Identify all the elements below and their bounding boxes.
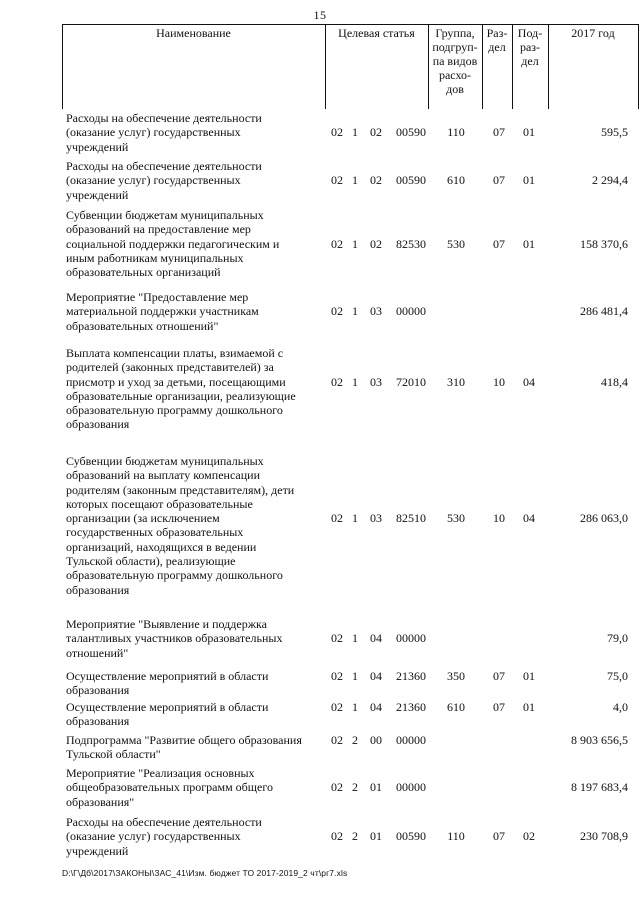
row-name-line: Расходы на обеспечение деятельности [66,815,262,829]
table-row [0,454,640,597]
cell-p3: 03 [370,511,382,526]
table-row [0,669,640,698]
cell-p2: 1 [352,125,358,140]
row-name-line: Субвенции бюджетам муниципальных [66,208,264,222]
row-name [66,346,326,432]
cell-p2: 1 [352,304,358,319]
row-name-line: образований на выплату компенсации [66,468,261,483]
cell-p2: 1 [352,700,358,714]
row-name-line: Осуществление мероприятий в области [66,669,269,683]
row-name-line: учреждений [66,187,129,202]
cell-section: 07 [493,829,505,844]
cell-amount: 8 903 656,5 [571,733,628,747]
row-name [66,815,326,858]
cell-amount: 286 063,0 [580,511,628,526]
cell-p4: 00000 [396,304,426,319]
cell-p1: 02 [331,733,343,747]
header-name: Наименование [156,26,231,40]
cell-p2: 1 [352,374,358,389]
table-row [0,208,640,280]
cell-amount: 286 481,4 [580,304,628,319]
cell-p4: 82530 [396,236,426,251]
cell-group: 110 [447,829,465,844]
row-name-line: родителям (законным представителям), дети [66,482,295,497]
cell-group: 310 [447,374,465,389]
header-section: Раз- дел [486,26,508,54]
header-year: 2017 год [571,26,615,40]
cell-p4: 82510 [396,511,426,526]
row-name-line: Тульской области" [66,747,161,762]
cell-amount: 2 294,4 [592,173,628,188]
cell-p4: 72010 [396,374,426,389]
row-name-line: Мероприятие "Выявление и поддержка [66,617,267,631]
cell-p3: 04 [370,669,382,683]
row-name-line: образования" [66,794,135,809]
cell-p1: 02 [331,304,343,319]
row-name-line: социальной поддержки педагогическим и [66,236,280,251]
row-name [66,454,326,597]
cell-p3: 02 [370,236,382,251]
cell-p4: 00000 [396,631,426,646]
cell-p2: 2 [352,780,358,795]
row-name-line: Мероприятие "Предоставление мер [66,290,249,304]
row-name-line: Расходы на обеспечение деятельности [66,111,262,125]
cell-p2: 1 [352,173,358,188]
cell-p4: 21360 [396,700,426,714]
row-name [66,159,326,202]
cell-p1: 02 [331,374,343,389]
cell-amount: 158 370,6 [580,236,628,251]
row-name-line: образования [66,714,130,729]
cell-p1: 02 [331,780,343,795]
cell-p3: 01 [370,829,382,844]
file-path-footer: D:\Г\Дб\2017\ЗАКОНЫ\ЗАС_41\Изм. бюджет ТО 2017-2019_2 чт\рг7.xls [62,868,348,878]
cell-p3: 03 [370,374,382,389]
cell-subsection: 02 [523,829,535,844]
cell-group: 350 [447,669,465,683]
cell-group: 610 [447,700,465,714]
row-name-line: образования [66,582,130,597]
row-name-line: (оказание услуг) государственных [66,125,241,140]
row-name-line: присмотр и уход за детьми, посещающими [66,374,286,389]
row-name-line: общеобразовательных программ общего [66,780,273,795]
row-name [66,617,326,660]
cell-p1: 02 [331,125,343,140]
cell-subsection: 01 [523,700,535,714]
cell-amount: 75,0 [607,669,628,683]
cell-p1: 02 [331,700,343,714]
table-row [0,159,640,202]
row-name [66,700,326,729]
row-name [66,766,326,809]
cell-section: 07 [493,125,505,140]
cell-p1: 02 [331,236,343,251]
cell-p1: 02 [331,829,343,844]
row-name-line: иным работникам муниципальных [66,250,244,265]
cell-p2: 1 [352,511,358,526]
row-name-line: образовательных организаций [66,265,221,280]
cell-subsection: 04 [523,374,535,389]
cell-p4: 21360 [396,669,426,683]
cell-p2: 1 [352,669,358,683]
row-name-line: талантливых участников образовательных [66,631,283,646]
cell-subsection: 01 [523,236,535,251]
row-name [66,669,326,698]
cell-section: 10 [493,374,505,389]
cell-p1: 02 [331,669,343,683]
cell-p4: 00000 [396,733,426,747]
table-row [0,617,640,660]
cell-group: 610 [447,173,465,188]
cell-amount: 230 708,9 [580,829,628,844]
row-name-line: образовательные организации, реализующие [66,388,296,403]
table-row [0,290,640,333]
cell-amount: 595,5 [601,125,628,140]
cell-p4: 00000 [396,780,426,795]
table-row [0,346,640,432]
cell-p1: 02 [331,173,343,188]
table-row [0,733,640,762]
cell-subsection: 04 [523,511,535,526]
row-name-line: образовательных отношений" [66,318,219,333]
cell-section: 07 [493,236,505,251]
header-target-article: Целевая статья [338,26,415,40]
cell-p4: 00590 [396,173,426,188]
row-name-line: Расходы на обеспечение деятельности [66,159,262,173]
cell-subsection: 01 [523,669,535,683]
table-row [0,766,640,809]
cell-p2: 2 [352,733,358,747]
row-name-line: образований на предоставление мер [66,222,251,237]
cell-p3: 02 [370,125,382,140]
row-name-line: которых посещают образовательные [66,496,253,511]
row-name-line: Тульской области), реализующие [66,554,236,569]
row-name-line: отношений" [66,645,129,660]
cell-p1: 02 [331,511,343,526]
cell-amount: 418,4 [601,374,628,389]
cell-group: 530 [447,511,465,526]
cell-section: 07 [493,700,505,714]
row-name-line: родителей (законных представителей) за [66,360,274,375]
row-name-line: образования [66,683,130,698]
row-name-line: Мероприятие "Реализация основных [66,766,255,780]
table-row [0,700,640,729]
table-row [0,111,640,154]
row-name-line: организаций, находящихся в ведении [66,539,257,554]
cell-p3: 04 [370,631,382,646]
cell-section: 07 [493,669,505,683]
table-row [0,815,640,858]
cell-p3: 01 [370,780,382,795]
row-name-line: материальной поддержки участникам [66,304,259,319]
cell-p2: 1 [352,236,358,251]
cell-p2: 1 [352,631,358,646]
row-name-line: образования [66,417,130,432]
row-name-line: образовательную программу дошкольного [66,403,283,418]
cell-p3: 00 [370,733,382,747]
cell-p3: 04 [370,700,382,714]
cell-section: 07 [493,173,505,188]
row-name-line: (оказание услуг) государственных [66,829,241,844]
cell-subsection: 01 [523,173,535,188]
row-name-line: Выплата компенсации платы, взимаемой с [66,346,284,360]
cell-p3: 03 [370,304,382,319]
row-name [66,111,326,154]
header-group: Группа, подгруп- па видов расхо- дов [432,26,478,96]
row-name-line: (оказание услуг) государственных [66,173,241,188]
cell-amount: 4,0 [613,700,628,714]
row-name-line: Осуществление мероприятий в области [66,700,269,714]
cell-p3: 02 [370,173,382,188]
cell-p4: 00590 [396,125,426,140]
row-name-line: организации (за исключением [66,511,220,526]
row-name-line: образовательную программу дошкольного [66,568,283,583]
row-name-line: учреждений [66,139,129,154]
row-name [66,208,326,279]
page-number: 15 [313,8,327,22]
cell-group: 530 [447,236,465,251]
row-name-line: Субвенции бюджетам муниципальных [66,454,264,468]
row-name-line: Подпрограмма "Развитие общего образования [66,733,302,747]
header-subsection: Под- раз- дел [517,26,543,68]
row-name [66,733,326,762]
cell-p4: 00590 [396,829,426,844]
cell-section: 10 [493,511,505,526]
cell-amount: 8 197 683,4 [571,780,628,795]
cell-group: 110 [447,125,465,140]
cell-amount: 79,0 [607,631,628,646]
cell-subsection: 01 [523,125,535,140]
cell-p2: 2 [352,829,358,844]
row-name-line: учреждений [66,843,129,858]
row-name-line: государственных образовательных [66,525,244,540]
cell-p1: 02 [331,631,343,646]
row-name [66,290,326,333]
